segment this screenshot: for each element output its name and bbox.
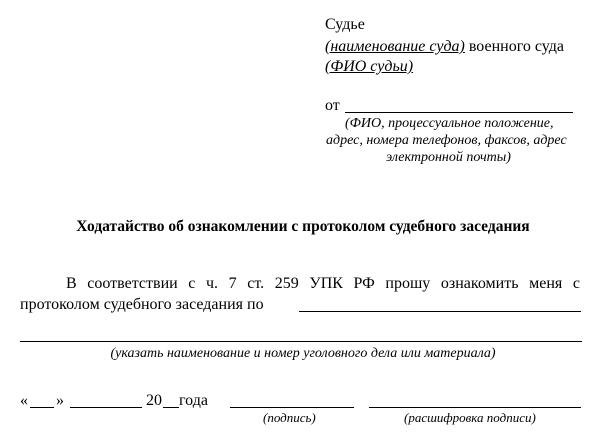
court-line <box>325 38 564 56</box>
year-prefix: 20 <box>146 392 162 409</box>
signature-blank-line <box>230 407 354 408</box>
transcript-hint: (расшифровка подписи) <box>404 410 536 425</box>
case-blank-line-2 <box>20 341 582 342</box>
addressee-label: Судье <box>325 16 365 33</box>
transcript-blank-line <box>369 407 581 408</box>
court-name-placeholder: (наименование суда) <box>325 38 465 55</box>
date-quote-close: » <box>56 392 64 409</box>
body-line-1: В соответствии с ч. 7 ст. 259 УПК РФ прошу ознакомить меня с <box>66 275 580 292</box>
month-blank-line <box>70 407 142 408</box>
year-suffix: года <box>179 392 208 409</box>
signature-hint: (подпись) <box>263 410 316 425</box>
applicant-blank-line <box>345 112 573 113</box>
judge-fio-placeholder: (ФИО судьи) <box>325 58 414 75</box>
applicant-hint-3: электронной почты) <box>386 150 511 165</box>
from-label: от <box>325 97 340 114</box>
document-title: Ходатайство об ознакомлении с протоколом судебного заседания <box>76 218 530 235</box>
date-quote-open: « <box>20 392 28 409</box>
case-blank-line-1 <box>299 311 581 312</box>
court-suffix: военного суда <box>464 38 565 55</box>
body-line-2: протоколом судебного заседания по <box>20 296 264 313</box>
year-blank-line <box>163 407 179 408</box>
day-blank-line <box>30 407 54 408</box>
applicant-hint-2: адрес, номера телефонов, факсов, адрес <box>326 133 567 148</box>
applicant-hint-1: (ФИО, процессуальное положение, <box>345 116 554 131</box>
case-hint: (указать наименование и номер уголовного дела или материала) <box>110 346 496 361</box>
